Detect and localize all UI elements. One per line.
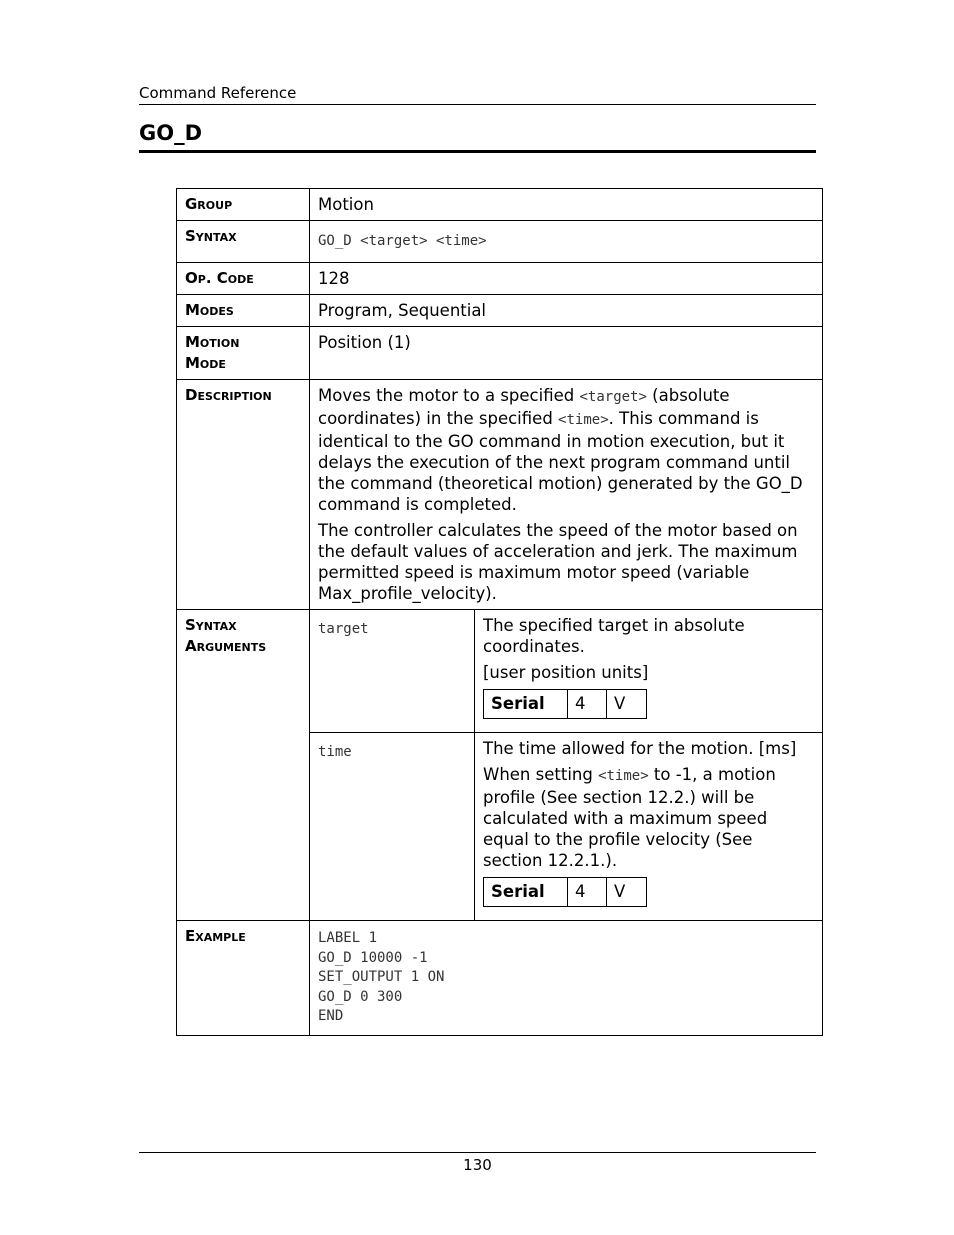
page-title: GO_D: [139, 121, 816, 153]
example-label: Example: [177, 921, 310, 1036]
row-syntax-arguments: [177, 610, 823, 921]
argument-desc-cell: [475, 610, 823, 733]
arguments-table: [310, 610, 822, 920]
argument-desc-text: to -1, a motion profile (See section 12.2.) will be calculated with a maximum speed equal to the profile velocity (See section 12.2.1.).: [483, 765, 776, 870]
description-paragraph-1: [318, 385, 814, 515]
argument-desc-2: [user position units]: [483, 663, 649, 682]
argument-desc-code: <time>: [598, 768, 649, 784]
row-group: [177, 189, 823, 221]
description-code-time: <time>: [558, 412, 609, 428]
argument-desc-1: The time allowed for the motion. [ms]: [483, 739, 797, 758]
example-line: LABEL 1: [318, 930, 378, 946]
modes-value: Program, Sequential: [310, 295, 823, 327]
argument-desc-text: When setting: [483, 765, 599, 784]
syntax-arguments-label: [177, 610, 310, 921]
description-label: Description: [177, 380, 310, 610]
syntax-arguments-label-line2: Arguments: [185, 637, 267, 655]
argument-name-cell: [310, 610, 475, 733]
description-text: Moves the motor to a specified: [318, 386, 580, 405]
opcode-label: Op. Code: [177, 263, 310, 295]
opcode-value: 128: [310, 263, 823, 295]
syntax-arguments-cell: [310, 610, 823, 921]
row-description: [177, 380, 823, 610]
serial-size: 4: [568, 690, 607, 719]
serial-size: 4: [568, 878, 607, 907]
row-modes: [177, 295, 823, 327]
motion-mode-value: Position (1): [310, 327, 823, 380]
example-cell: [310, 921, 823, 1036]
modes-label: Modes: [177, 295, 310, 327]
running-header: Command Reference: [139, 84, 816, 105]
syntax-label: Syntax: [177, 221, 310, 263]
example-line: GO_D 0 300: [318, 988, 403, 1005]
example-line: SET_OUTPUT 1 ON: [318, 969, 445, 985]
argument-name: target: [318, 621, 369, 637]
argument-desc-cell: [475, 733, 823, 921]
motion-mode-label-line2: Mode: [185, 354, 226, 372]
example-line: GO_D 10000 -1: [318, 949, 428, 966]
row-motion-mode: [177, 327, 823, 380]
row-opcode: [177, 263, 823, 295]
syntax-cell: [310, 221, 823, 263]
motion-mode-label-line1: Motion: [185, 333, 240, 351]
row-syntax: [177, 221, 823, 263]
description-cell: [310, 380, 823, 610]
page-number: 130: [463, 1156, 492, 1174]
serial-label: Serial: [484, 690, 568, 719]
description-code-target: <target>: [579, 389, 647, 405]
description-text: (absolute coordinates) in the specified: [318, 386, 730, 428]
syntax-value: GO_D <target> <time>: [318, 233, 487, 249]
syntax-arguments-label-line1: Syntax: [185, 616, 237, 634]
group-value: Motion: [310, 189, 823, 221]
row-example: [177, 921, 823, 1036]
example-line: END: [318, 1008, 344, 1024]
description-text: . This command is identical to the GO command in motion execution, but it delays the execution of the next program command until the command (theoretical motion) generated by the GO_D command is completed.: [318, 409, 803, 514]
footer-divider: [139, 1152, 816, 1153]
argument-name: time: [318, 744, 352, 760]
command-table: [176, 188, 823, 1036]
serial-type: V: [607, 878, 647, 907]
argument-desc-2: [483, 764, 814, 871]
serial-table: [483, 689, 647, 719]
group-label: Group: [177, 189, 310, 221]
serial-row: [484, 690, 647, 719]
serial-row: [484, 878, 647, 907]
argument-desc-1: The specified target in absolute coordinates.: [483, 616, 745, 656]
argument-row-time: [310, 733, 822, 921]
argument-row-target: [310, 610, 822, 733]
serial-label: Serial: [484, 878, 568, 907]
motion-mode-label: [177, 327, 310, 380]
serial-type: V: [607, 690, 647, 719]
description-paragraph-2: The controller calculates the speed of the motor based on the default values of acceleration and jerk. The maximum permitted speed is maximum motor speed (variable Max_profile_velocity).: [318, 521, 798, 603]
argument-name-cell: [310, 733, 475, 921]
serial-table: [483, 877, 647, 907]
